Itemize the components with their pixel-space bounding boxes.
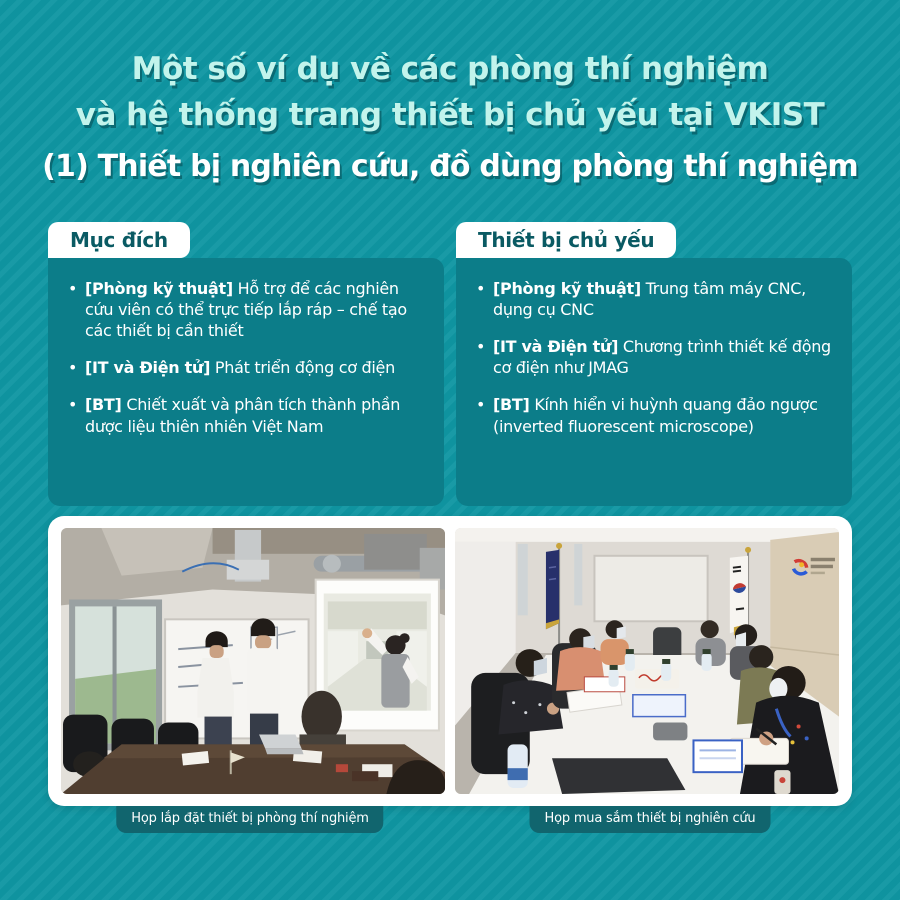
bullet-text: Chiết xuất và phân tích thành phần dược liệu thiên nhiên Việt Nam — [85, 395, 401, 436]
photo-lab-installation-illustration — [61, 528, 445, 794]
list-item — [476, 278, 834, 320]
list-item — [68, 394, 426, 436]
bullet-tag: [Phòng kỹ thuật] — [85, 279, 233, 298]
title-line-2: và hệ thống trang thiết bị chủ yếu tại VKIST — [75, 97, 825, 133]
title-line-1: Một số ví dụ về các phòng thí nghiệm — [131, 51, 769, 87]
subtitle-line: (1) Thiết bị nghiên cứu, đồ dùng phòng thí nghiệm — [42, 149, 858, 184]
bullet-tag: [IT và Điện tử] — [493, 337, 619, 357]
photo-procurement-illustration — [455, 528, 839, 794]
panel-thiet-bi-chu-yeu — [456, 258, 852, 506]
bullet-text: Hỗ trợ để các nghiên cứu viên có thể trực tiếp lắp ráp – chế tạo các thiết bị cần thiết — [85, 279, 407, 341]
caption-right-photo: Họp mua sắm thiết bị nghiên cứu — [530, 806, 771, 833]
photo-procurement-meeting — [455, 528, 839, 794]
tab-thiet-bi-chu-yeu: Thiết bị chủ yếu — [456, 222, 676, 258]
caption-left-photo: Họp lắp đặt thiết bị phòng thí nghiệm — [116, 806, 383, 833]
list-item — [68, 278, 426, 341]
bullet-text: Trung tâm máy CNC, dụng cụ CNC — [493, 279, 806, 320]
projection-screen — [594, 556, 707, 622]
bullet-text: Chương trình thiết kế động cơ điện như JMAG — [493, 337, 831, 378]
list-item — [476, 394, 834, 436]
thiet-bi-list — [476, 278, 834, 437]
muc-dich-list — [68, 278, 426, 437]
photo-card — [48, 516, 852, 806]
bullet-text: Phát triển động cơ điện — [214, 358, 395, 378]
bullet-text: Kính hiển vi huỳnh quang đảo ngược (inverted fluorescent microscope) — [493, 395, 818, 436]
tab-muc-dich: Mục đích — [48, 222, 190, 258]
bullet-tag: [Phòng kỹ thuật] — [493, 279, 641, 298]
panel-muc-dich — [48, 258, 444, 506]
bullet-tag: [BT] — [85, 395, 122, 415]
list-item — [476, 336, 834, 378]
page-title — [0, 46, 900, 189]
bullet-tag: [IT và Điện tử] — [85, 358, 211, 378]
bullet-tag: [BT] — [493, 395, 530, 415]
photo-lab-installation-meeting — [61, 528, 445, 794]
list-item — [68, 357, 426, 378]
